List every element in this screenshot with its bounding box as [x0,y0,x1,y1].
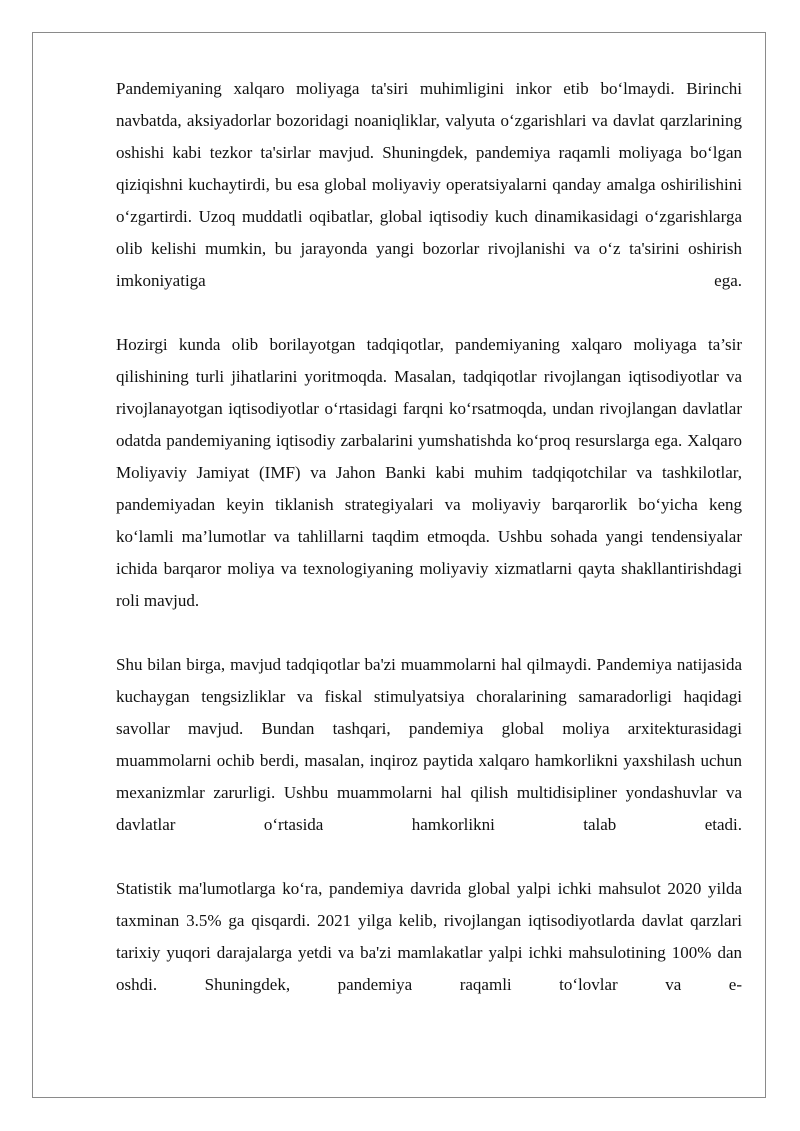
document-body [116,73,742,1033]
paragraph-1: Pandemiyaning xalqaro moliyaga ta'siri muhimligini inkor etib bo‘lmaydi. Birinchi navbatda, aksiyadorlar bozoridagi noaniqliklar, valyuta o‘zgarishlari va davlat qarzlarining oshishi kabi tezkor ta'sirlar mavjud. Shuningdek, pandemiya raqamli moliyaga bo‘lgan qiziqishni kuchaytirdi, bu esa global moliyaviy operatsiyalarni qanday amalga oshirilishini o‘zgartirdi. Uzoq muddatli oqibatlar, global iqtisodiy kuch dinamikasidagi o‘zgarishlarga olib kelishi mumkin, bu jarayonda yangi bozorlar rivojlanishi va o‘z ta'sirini oshirish imkoniyatiga ega. [116,79,742,290]
paragraph-4: Statistik ma'lumotlarga ko‘ra, pandemiya davrida global yalpi ichki mahsulot 2020 yilda taxminan 3.5% ga qisqardi. 2021 yilga kelib, rivojlangan iqtisodiyotlarda davlat qarzlari tarixiy yuqori darajalarga yetdi va ba'zi mamlakatlar yalpi ichki mahsulotining 100% dan oshdi. Shuningdek, pandemiya raqamli to‘lovlar va e- [116,879,742,994]
paragraph-2: Hozirgi kunda olib borilayotgan tadqiqotlar, pandemiyaning xalqaro moliyaga ta’sir qilishining turli jihatlarini yoritmoqda. Masalan, tadqiqotlar rivojlangan iqtisodiyotlar va rivojlanayotgan iqtisodiyotlar o‘rtasidagi farqni ko‘rsatmoqda, undan rivojlangan davlatlar odatda pandemiyaning iqtisodiy zarbalarini yumshatishda ko‘proq resurslarga ega. Xalqaro Moliyaviy Jamiyat (IMF) va Jahon Banki kabi muhim tadqiqotchilar va tashkilotlar, pandemiyadan keyin tiklanish strategiyalari va moliyaviy barqarorlik bo‘yicha keng ko‘lamli ma’lumotlar va tahlillarni taqdim etmoqda. Ushbu sohada yangi tendensiyalar ichida barqaror moliya va texnologiyaning moliyaviy xizmatlarni qayta shakllantirishdagi roli mavjud. [116,335,742,610]
paragraph-3: Shu bilan birga, mavjud tadqiqotlar ba'zi muammolarni hal qilmaydi. Pandemiya natijasida kuchaygan tengsizliklar va fiskal stimulyatsiya choralarining samaradorligi haqidagi savollar mavjud. Bundan tashqari, pandemiya global moliya arxitekturasidagi muammolarni ochib berdi, masalan, inqiroz paytida xalqaro hamkorlikni yaxshilash uchun mexanizmlar zarurligi. Ushbu muammolarni hal qilish multidisipliner yondashuvlar va davlatlar o‘rtasida hamkorlikni talab etadi. [116,655,742,834]
